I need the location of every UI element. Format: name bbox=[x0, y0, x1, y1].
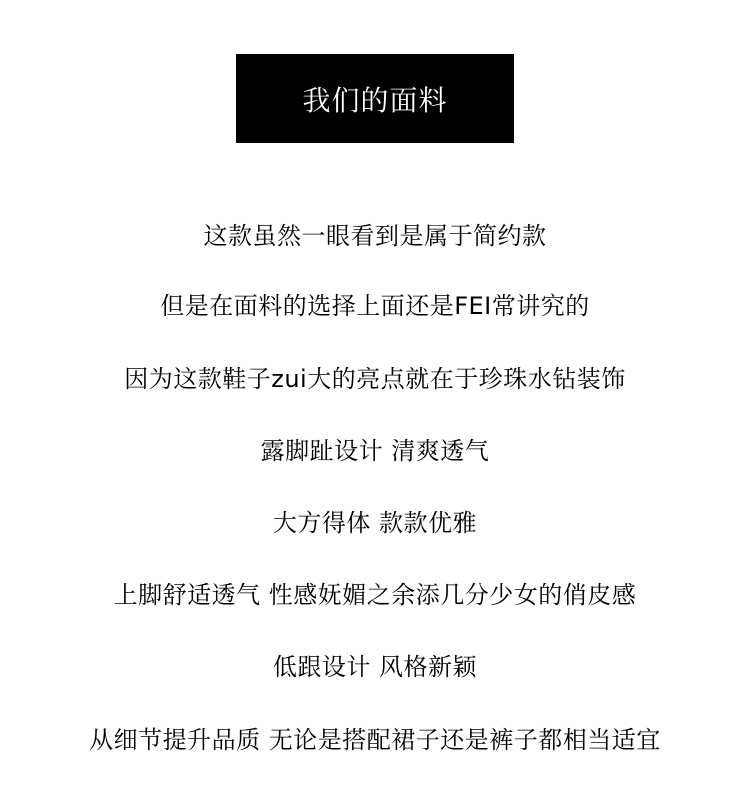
section-title: 我们的面料 bbox=[302, 83, 448, 117]
description-line-8: 从细节提升品质 无论是搭配裙子还是裤子都相当适宜 bbox=[89, 726, 661, 754]
description-line-6: 上脚舒适透气 性感妩媚之余添几分少女的俏皮感 bbox=[113, 581, 637, 609]
description-line-4: 露脚趾设计 清爽透气 bbox=[260, 437, 490, 465]
description-line-7: 低跟设计 风格新颖 bbox=[272, 653, 478, 681]
description-line-1: 这款虽然一眼看到是属于简约款 bbox=[203, 222, 547, 250]
description-line-5: 大方得体 款款优雅 bbox=[272, 509, 478, 537]
description-line-3: 因为这款鞋子zui大的亮点就在于珍珠水钻装饰 bbox=[124, 365, 626, 393]
description-line-2: 但是在面料的选择上面还是FEI常讲究的 bbox=[160, 292, 590, 320]
section-title-banner bbox=[236, 54, 514, 143]
